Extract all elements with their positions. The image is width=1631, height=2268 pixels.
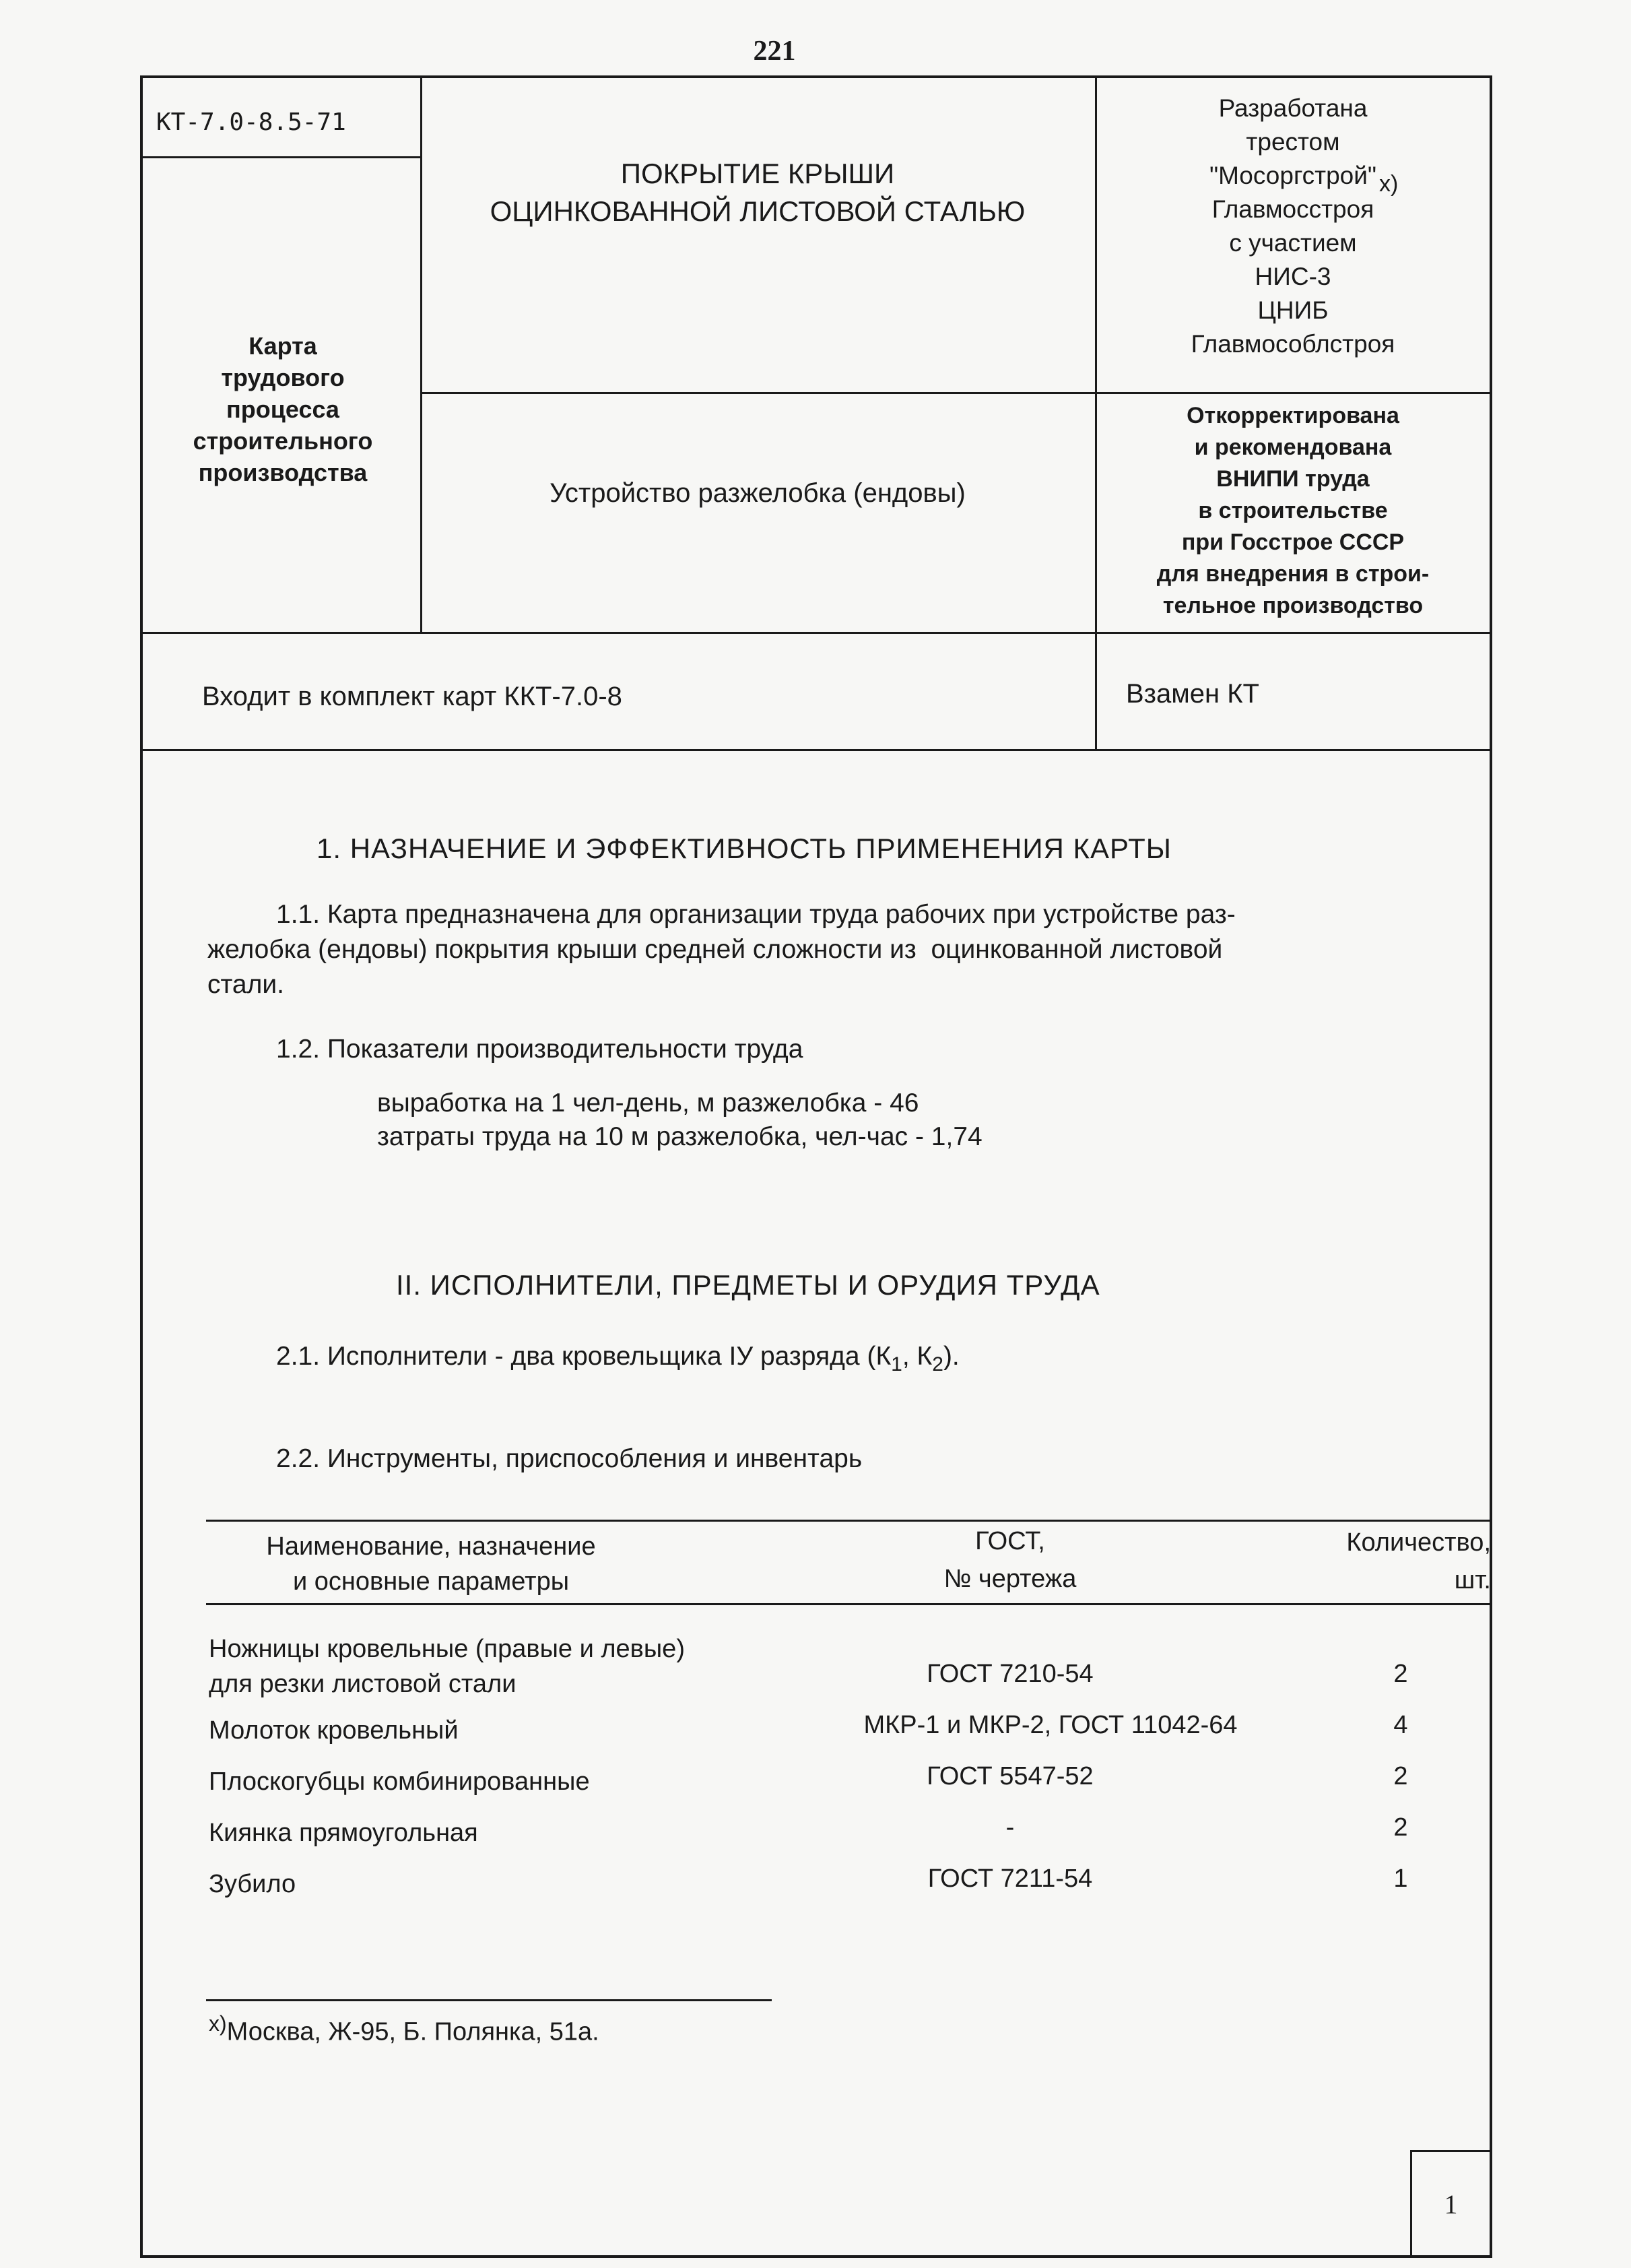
- sheet-number: 1: [1444, 2189, 1458, 2220]
- replaces-card: Взамен КТ: [1126, 679, 1259, 709]
- table-row-name: Молоток кровельный: [209, 1716, 459, 1745]
- section1-heading: 1. НАЗНАЧЕНИЕ И ЭФФЕКТИВНОСТЬ ПРИМЕНЕНИЯ КАРТЫ: [317, 833, 1172, 864]
- productivity-labor-cost: затраты труда на 10 м разжелобка, чел-час - 1,74: [377, 1122, 983, 1151]
- table-row-quantity: 4: [1393, 1711, 1408, 1739]
- footnote: [209, 2011, 1017, 2047]
- correction-info: Откорректирована и рекомендована ВНИПИ труда в строительстве при Госстрое СССР для внедрения в строи- тельное производство: [1156, 403, 1430, 618]
- included-in-set: Входит в комплект карт ККТ-7.0-8: [202, 682, 622, 711]
- section2-tools-heading: 2.2. Инструменты, приспособления и инвентарь: [276, 1444, 863, 1473]
- table-row-name: Зубило: [209, 1870, 296, 1898]
- section1-paragraph-line2: желобка (ендовы) покрытия крыши средней сложности из оцинкованной листовой: [207, 935, 1223, 964]
- table-row-quantity: 2: [1393, 1762, 1408, 1790]
- subscript-1: 1: [891, 1353, 902, 1375]
- table-row-gost: ГОСТ 5547-52: [927, 1762, 1094, 1790]
- developer-footnote-mark: x): [1379, 171, 1399, 197]
- footnote-mark: x): [209, 2011, 227, 2036]
- card-code: КТ-7.0-8.5-71: [156, 108, 346, 136]
- section1-paragraph-line3: стали.: [207, 970, 284, 999]
- performers-sep: , К: [902, 1342, 933, 1371]
- performers-end: ).: [943, 1342, 960, 1371]
- table-row-gost: ГОСТ 7210-54: [927, 1660, 1094, 1688]
- table-row-name: Киянка прямоугольная: [209, 1819, 478, 1847]
- table-row-gost: ГОСТ 7211-54: [927, 1865, 1093, 1893]
- section2-performers: [276, 1340, 1354, 1381]
- productivity-output: выработка на 1 чел-день, м разжелобка - 46: [377, 1089, 919, 1117]
- table-row-name: Плоскогубцы комбинированные: [209, 1768, 590, 1796]
- column-header-name: Наименование, назначение и основные параметры: [266, 1532, 596, 1596]
- performers-text: 2.1. Исполнители - два кровельщика IУ разряда (К: [276, 1342, 892, 1371]
- document-title: ПОКРЫТИЕ КРЫШИ ОЦИНКОВАННОЙ ЛИСТОВОЙ СТАЛЬЮ: [490, 158, 1026, 227]
- table-row-name: Ножницы кровельные (правые и левые) для резки листовой стали: [209, 1635, 685, 1698]
- footnote-text: Москва, Ж-95, Б. Полянка, 51а.: [226, 2017, 599, 2046]
- table-row-quantity: 2: [1393, 1813, 1408, 1842]
- subscript-2: 2: [932, 1353, 943, 1375]
- section1-productivity-heading: 1.2. Показатели производительности труда: [276, 1035, 803, 1064]
- page-number: 221: [753, 36, 796, 67]
- column-header-gost: ГОСТ, № чертежа: [943, 1527, 1077, 1593]
- section2-heading: II. ИСПОЛНИТЕЛИ, ПРЕДМЕТЫ И ОРУДИЯ ТРУДА: [396, 1269, 1100, 1301]
- card-type-label: Карта трудового процесса строительного производства: [193, 332, 373, 486]
- column-header-quantity: Количество, шт.: [1346, 1528, 1491, 1594]
- document-subtitle: Устройство разжелобка (ендовы): [550, 478, 966, 508]
- table-row-quantity: 1: [1393, 1865, 1408, 1893]
- table-row-quantity: 2: [1393, 1660, 1408, 1688]
- section1-paragraph-line1: 1.1. Карта предназначена для организации труда рабочих при устройстве раз-: [276, 900, 1236, 929]
- table-row-gost: МКР-1 и МКР-2, ГОСТ 11042-64: [863, 1711, 1238, 1739]
- developer-info: Разработана трестом "Мосоргстрой" Главмосстроя с участием НИС-3 ЦНИБ Главмособлстроя: [1191, 94, 1395, 358]
- table-row-gost: -: [1005, 1813, 1015, 1842]
- footnote-separator: [206, 1999, 772, 2001]
- sheet-number-box: [1410, 2150, 1490, 2255]
